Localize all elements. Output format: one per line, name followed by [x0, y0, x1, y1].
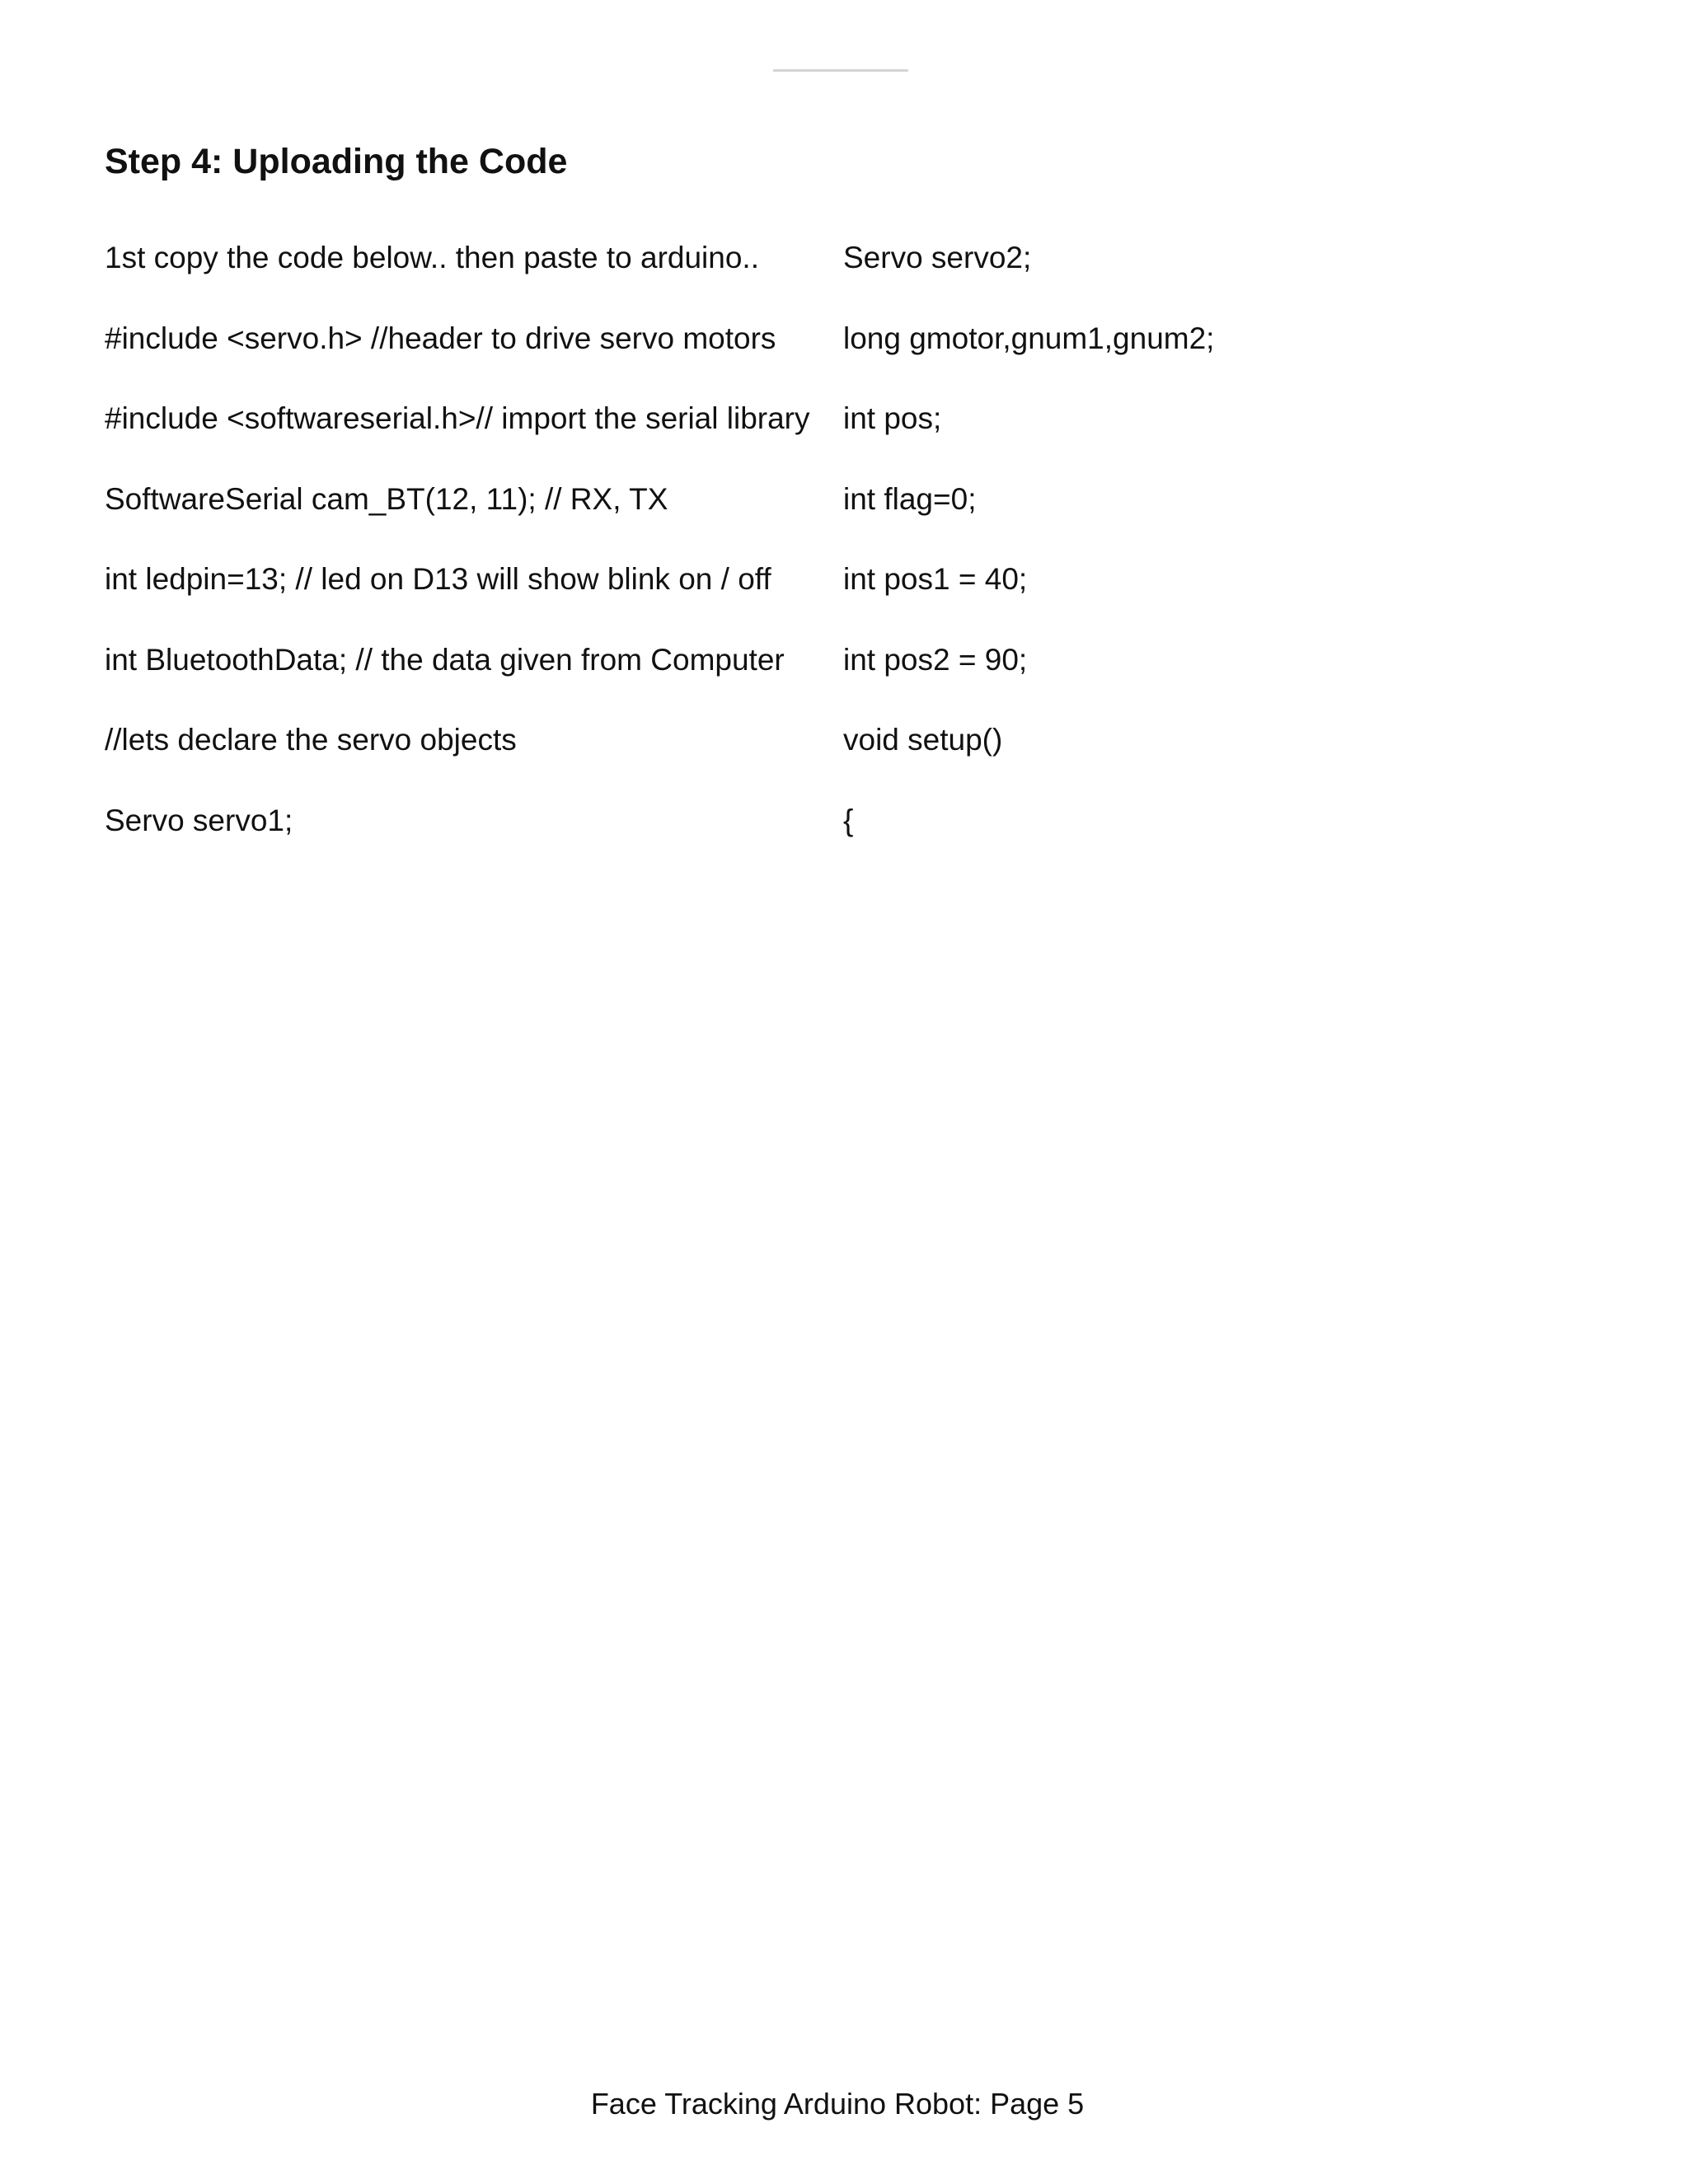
code-line: long gmotor,gnum1,gnum2;: [843, 321, 1215, 355]
code-line: //lets declare the servo objects: [105, 723, 517, 757]
code-line: void setup(): [843, 723, 1003, 757]
code-line: int pos2 = 90;: [843, 642, 1028, 677]
code-line: Servo servo2;: [843, 241, 1032, 274]
code-line: {: [843, 803, 854, 837]
code-line: 1st copy the code below.. then paste to arduino..: [105, 241, 759, 274]
code-line: Servo servo1;: [105, 803, 293, 837]
code-line: #include <softwareserial.h>// import the serial library: [105, 401, 810, 435]
top-divider: [773, 69, 908, 72]
code-line: int flag=0;: [843, 481, 977, 516]
page-footer: Face Tracking Arduino Robot: Page 5: [590, 2087, 1085, 2121]
step-title: Step 4: Uploading the Code: [105, 142, 568, 181]
code-line: int BluetoothData; // the data given from Computer: [105, 642, 785, 677]
code-line: #include <servo.h> //header to drive servo motors: [105, 321, 776, 355]
code-line: int pos;: [843, 401, 942, 435]
code-column-right: [843, 232, 1214, 875]
code-column-left: [105, 232, 810, 875]
code-line: int ledpin=13; // led on D13 will show blink on / off: [105, 562, 771, 596]
code-line: int pos1 = 40;: [843, 562, 1028, 596]
code-line: SoftwareSerial cam_BT(12, 11); // RX, TX: [105, 481, 668, 516]
